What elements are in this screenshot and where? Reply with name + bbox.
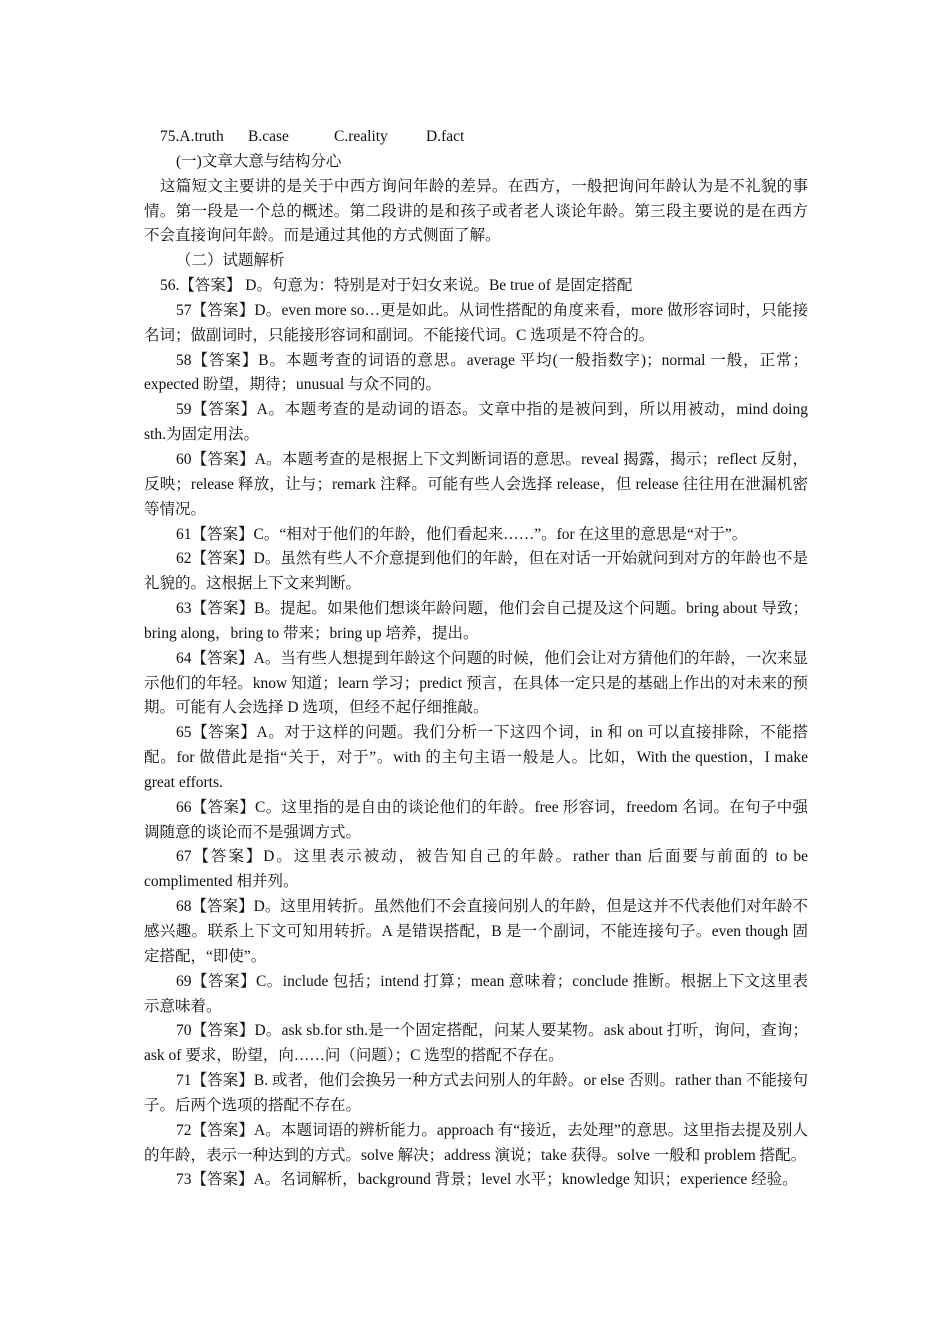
answer-67: 67【答案】D。这里表示被动，被告知自己的年龄。rather than 后面要与前面的 to be complimented 相并列。: [144, 848, 808, 891]
answer-68: 68【答案】D。这里用转折。虽然他们不会直接问别人的年龄，但是这并不代表他们对年龄不感兴趣。联系上下文可知用转折。A 是错误搭配，B 是一个副词，不能连接句子。even though 固定搭配，“即使”。: [144, 898, 808, 965]
option-b: B.case: [248, 128, 289, 145]
answer-72: 72【答案】A。本题词语的辨析能力。approach 有“接近，去处理”的意思。这里指去提及别人的年龄，表示一种达到的方式。solve 解决；address 演说；take 获得。solve 一般和 problem 搭配。: [144, 1121, 808, 1164]
answer-63: 63【答案】B。提起。如果他们想谈年龄问题，他们会自己提及这个问题。bring about 导致；bring along，bring to 带来；bring up 培养，提出。: [144, 600, 808, 642]
answer-57: 57【答案】D。even more so…更是如此。从词性搭配的角度来看，more 做形容词时，只能接名词；做副词时，只能接形容词和副词。不能接代词。C 选项是不符合的。: [144, 301, 808, 344]
question-75-options: [144, 125, 808, 150]
answer-66: 66【答案】C。这里指的是自由的谈论他们的年龄。free 形容词，freedom 名词。在句子中强调随意的谈论而不是强调方式。: [144, 798, 808, 841]
summary-paragraph: 这篇短文主要讲的是关于中西方询问年龄的差异。在西方，一般把询问年龄认为是不礼貌的事情。第一段是一个总的概述。第二段讲的是和孩子或者老人谈论年龄。第三段主要说的是在西方不会直接询问年龄。而是通过其他的方式侧面了解。: [144, 177, 808, 245]
answer-73: 73【答案】A。名词解析，background 背景；level 水平；knowledge 知识；experience 经验。: [176, 1171, 798, 1189]
answer-60: 60【答案】A。本题考查的是根据上下文判断词语的意思。reveal 揭露，揭示；reflect 反射，反映；release 释放，让与；remark 注释。可能有些人会选择 release，但 release 往往用在泄漏机密等情况。: [144, 450, 808, 518]
answer-62: 62【答案】D。虽然有些人不介意提到他们的年龄，但在对话一开始就问到对方的年龄也不是礼貌的。这根据上下文来判断。: [144, 550, 808, 593]
answer-61: 61【答案】C。“相对于他们的年龄，他们看起来……”。for 在这里的意思是“对于”。: [176, 525, 748, 543]
answer-70: 70【答案】D。ask sb.for sth.是一个固定搭配，问某人要某物。ask about 打听，询问，查询；ask of 要求，盼望，向……问（问题）；C 选型的搭配不存在。: [144, 1022, 808, 1065]
option-d: D.fact: [426, 128, 465, 145]
answer-65: 65【答案】A。对于这样的问题。我们分析一下这四个词，in 和 on 可以直接排除，不能搭配。for 做借此是指“关于，对于”。with 的主句主语一般是人。比如，With the question，I make great efforts.: [144, 724, 808, 791]
section-heading-analysis: （二）试题解析: [176, 252, 285, 270]
section-heading-summary: (一)文章大意与结构分心: [176, 152, 342, 170]
answer-58: 58【答案】B。本题考查的词语的意思。average 平均(一般指数字)；normal 一般，正常；expected 盼望，期待；unusual 与众不同的。: [144, 351, 808, 394]
answer-64: 64【答案】A。当有些人想提到年龄这个问题的时候，他们会让对方猜他们的年龄，一次来显示他们的年轻。know 知道；learn 学习；predict 预言，在具体一定只是的基础上作出的对未来的预期。可能有人会选择 D 选项，但经不起仔细推敲。: [144, 649, 808, 717]
answer-71: 71【答案】B. 或者，他们会换另一种方式去问别人的年龄。or else 否则。rather than 不能接句子。后两个选项的搭配不存在。: [144, 1072, 808, 1114]
option-a: 75.A.truth: [160, 128, 224, 145]
answer-59: 59【答案】A。本题考查的是动词的语态。文章中指的是被问到，所以用被动，mind doing sth.为固定用法。: [144, 401, 808, 444]
document-page: [144, 125, 808, 1193]
answer-56: 56.【答案】 D。句意为：特别是对于妇女来说。Be true of 是固定搭配: [160, 277, 633, 295]
option-c: C.reality: [334, 128, 388, 145]
answer-69: 69【答案】C。include 包括；intend 打算；mean 意味着；conclude 推断。根据上下文这里表示意味着。: [144, 972, 808, 1015]
